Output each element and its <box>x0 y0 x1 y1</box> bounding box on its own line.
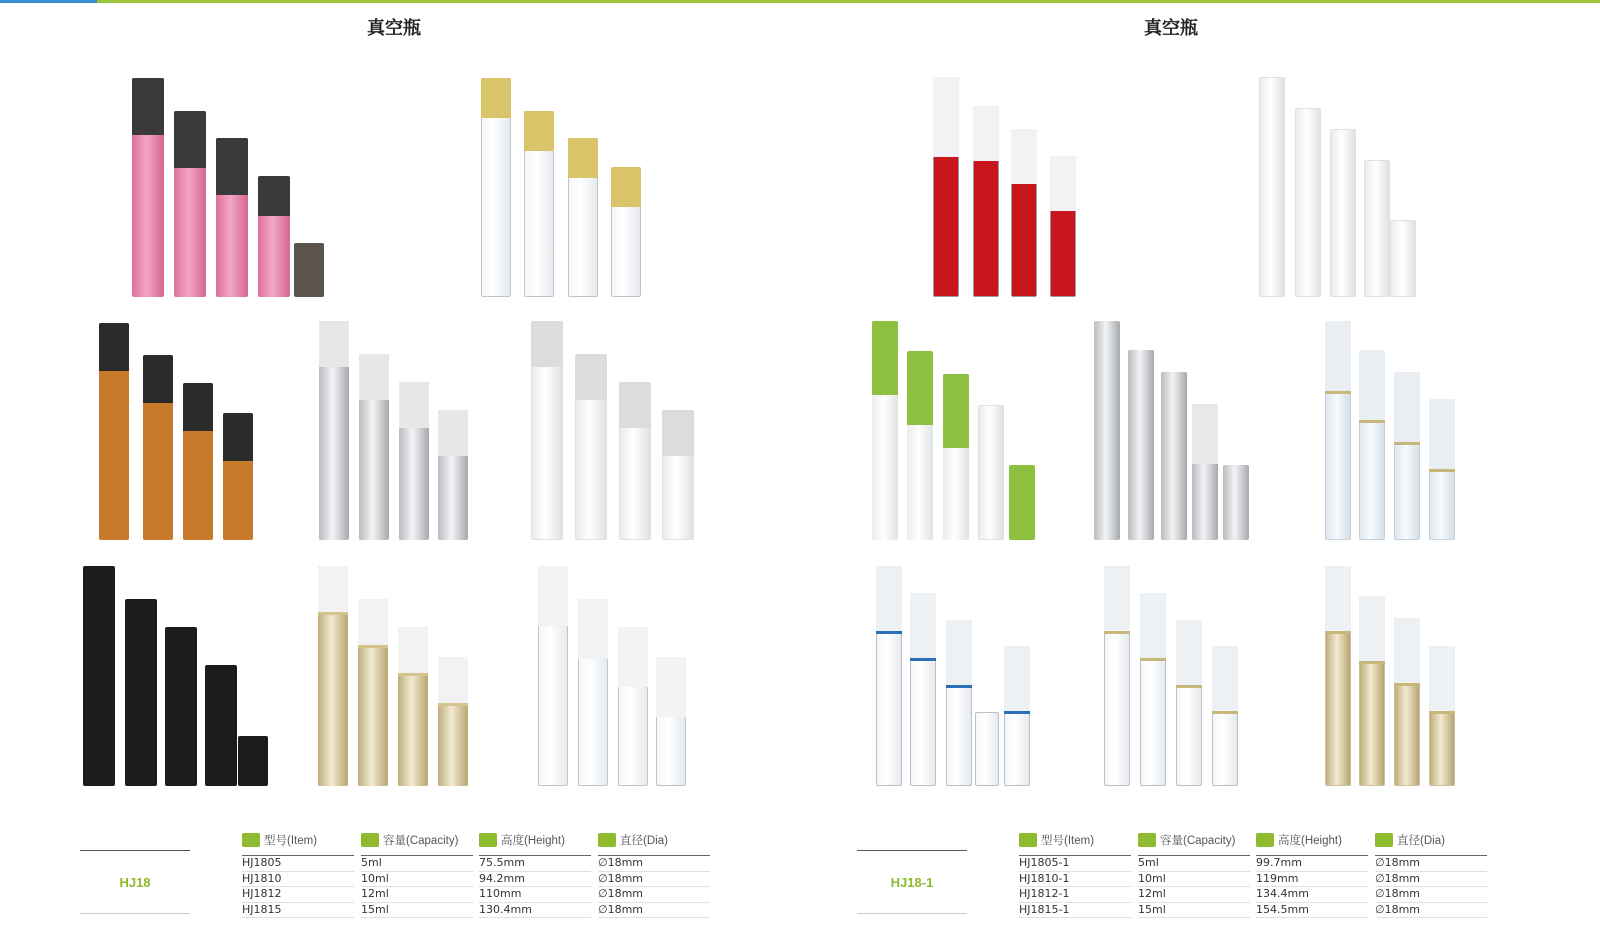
bottle-cap <box>1394 372 1420 442</box>
spec-col-height <box>479 830 591 918</box>
bottle-collar <box>876 631 902 634</box>
bottle-cap <box>132 78 164 135</box>
bottle-cap <box>876 566 902 631</box>
spec-col-dia <box>598 830 710 918</box>
bottle-collar <box>1359 420 1385 423</box>
bottle-cap <box>183 383 213 431</box>
bottle <box>83 566 115 786</box>
bottle-cap <box>611 167 641 207</box>
bottle <box>1295 108 1321 297</box>
cell-capacity: 12ml <box>1138 887 1250 903</box>
bottle <box>1259 77 1285 297</box>
cell-item: HJ1810-1 <box>1019 872 1131 888</box>
header-dia: 直径(Dia) <box>1397 835 1445 847</box>
bottle-cap <box>438 657 468 703</box>
tag-icon <box>242 833 260 847</box>
bottle <box>1223 465 1249 540</box>
bottle-collar <box>1359 661 1385 664</box>
bottle-collar <box>1429 711 1455 714</box>
page-title-right: 真空瓶 <box>1144 18 1198 39</box>
cell-dia: ∅18mm <box>598 872 710 888</box>
header-height: 高度(Height) <box>501 835 565 847</box>
bottle <box>238 736 268 786</box>
bottle-cap <box>359 354 389 400</box>
cell-item: HJ1815-1 <box>1019 903 1131 919</box>
cell-dia: ∅18mm <box>1375 903 1487 919</box>
cell-dia: ∅18mm <box>598 887 710 903</box>
bottle-cap <box>946 620 972 685</box>
bottle-cap <box>943 374 969 448</box>
height-icon <box>1256 833 1274 847</box>
cell-height: 119mm <box>1256 872 1368 888</box>
bottle-cap <box>223 413 253 461</box>
diameter-icon <box>1375 833 1393 847</box>
bottle-cap <box>1325 321 1351 391</box>
top-accent-bar <box>0 0 1600 3</box>
cell-item: HJ1805-1 <box>1019 856 1131 872</box>
bottle <box>975 712 999 786</box>
series-code-left: HJ18 <box>80 850 190 914</box>
bottle-collar <box>1394 683 1420 686</box>
bottle-cap <box>568 138 598 178</box>
bottle-collar <box>1004 711 1030 714</box>
bottle-cap <box>531 321 563 367</box>
cell-height: 154.5mm <box>1256 903 1368 919</box>
bottle-cap <box>318 566 348 612</box>
spec-col-capacity <box>1138 830 1250 918</box>
bottle-cap <box>1192 404 1218 464</box>
cell-item: HJ1815 <box>242 903 354 919</box>
bottle-collar <box>1176 685 1202 688</box>
cell-item: HJ1805 <box>242 856 354 872</box>
bottle-cap <box>619 382 651 428</box>
bottle-cap <box>99 323 129 371</box>
bottle-cap <box>216 138 248 195</box>
header-height: 高度(Height) <box>1278 835 1342 847</box>
bottle <box>1128 350 1154 540</box>
bottle-cap <box>524 111 554 151</box>
bottle-cap <box>578 599 608 659</box>
bottle <box>1094 321 1120 540</box>
bottle-cap <box>618 627 648 687</box>
bottle-cap <box>907 351 933 425</box>
bottle-cap <box>910 593 936 658</box>
bottle-collar <box>1429 469 1455 472</box>
spec-col-item <box>242 830 354 918</box>
header-capacity: 容量(Capacity) <box>383 835 459 847</box>
bottle-collar <box>946 685 972 688</box>
cell-height: 75.5mm <box>479 856 591 872</box>
bottle-cap <box>538 566 568 626</box>
diameter-icon <box>598 833 616 847</box>
bottle <box>125 599 157 786</box>
spec-col-capacity <box>361 830 473 918</box>
height-icon <box>479 833 497 847</box>
bottle <box>1330 129 1356 297</box>
bottle-cap <box>1140 593 1166 658</box>
bottle <box>1161 372 1187 540</box>
header-dia: 直径(Dia) <box>620 835 668 847</box>
bottle-cap <box>1176 620 1202 685</box>
bottle <box>294 243 324 297</box>
cell-dia: ∅18mm <box>1375 872 1487 888</box>
cell-height: 110mm <box>479 887 591 903</box>
bottle-cap <box>933 77 959 157</box>
bottle-cap <box>1011 129 1037 184</box>
bottle <box>1009 465 1035 540</box>
capacity-icon <box>1138 833 1156 847</box>
bottle-cap <box>1004 646 1030 711</box>
cell-height: 99.7mm <box>1256 856 1368 872</box>
bottle-cap <box>973 106 999 161</box>
bottle-collar <box>910 658 936 661</box>
bottle <box>165 627 197 786</box>
cell-capacity: 10ml <box>361 872 473 888</box>
bottle <box>1364 160 1390 297</box>
bottle-collar <box>1104 631 1130 634</box>
bottle-cap <box>1104 566 1130 631</box>
bottle-cap <box>1429 646 1455 711</box>
cell-capacity: 15ml <box>1138 903 1250 919</box>
bottle-cap <box>399 382 429 428</box>
bottle-cap <box>398 627 428 673</box>
bottle-collar <box>318 612 348 615</box>
bottle-cap <box>575 354 607 400</box>
cell-dia: ∅18mm <box>1375 856 1487 872</box>
bottle-collar <box>1212 711 1238 714</box>
capacity-icon <box>361 833 379 847</box>
bottle-collar <box>398 673 428 676</box>
bottle-cap <box>1394 618 1420 683</box>
bottle-cap <box>872 321 898 395</box>
bottle-cap <box>656 657 686 717</box>
header-item: 型号(Item) <box>264 835 318 847</box>
bottle-cap <box>662 410 694 456</box>
cell-dia: ∅18mm <box>1375 887 1487 903</box>
bottle-collar <box>1140 658 1166 661</box>
cell-capacity: 5ml <box>1138 856 1250 872</box>
cell-item: HJ1810 <box>242 872 354 888</box>
bottle-cap <box>358 599 388 645</box>
spec-col-item <box>1019 830 1131 918</box>
bottle-cap <box>481 78 511 118</box>
bottle-cap <box>1212 646 1238 711</box>
page-title-left: 真空瓶 <box>367 18 421 39</box>
bottle-cap <box>1325 566 1351 631</box>
bottle-cap <box>1050 156 1076 211</box>
bottle <box>978 405 1004 540</box>
spec-col-height <box>1256 830 1368 918</box>
cell-item: HJ1812-1 <box>1019 887 1131 903</box>
bottle-cap <box>258 176 290 216</box>
bottle-cap <box>174 111 206 168</box>
cell-capacity: 10ml <box>1138 872 1250 888</box>
bottle-collar <box>1325 391 1351 394</box>
cell-dia: ∅18mm <box>598 856 710 872</box>
bottle <box>205 665 237 786</box>
bottle-cap <box>1429 399 1455 469</box>
cell-height: 94.2mm <box>479 872 591 888</box>
cell-dia: ∅18mm <box>598 903 710 919</box>
cell-capacity: 5ml <box>361 856 473 872</box>
cell-capacity: 12ml <box>361 887 473 903</box>
bottle-collar <box>358 645 388 648</box>
cell-height: 134.4mm <box>1256 887 1368 903</box>
cell-capacity: 15ml <box>361 903 473 919</box>
bottle-collar <box>1325 631 1351 634</box>
header-item: 型号(Item) <box>1041 835 1095 847</box>
tag-icon <box>1019 833 1037 847</box>
bottle-cap <box>438 410 468 456</box>
bottle <box>1390 220 1416 297</box>
cell-item: HJ1812 <box>242 887 354 903</box>
cell-height: 130.4mm <box>479 903 591 919</box>
series-code-right: HJ18-1 <box>857 850 967 914</box>
bottle-cap <box>319 321 349 367</box>
spec-col-dia <box>1375 830 1487 918</box>
top-accent-blue <box>0 0 97 3</box>
bottle-collar <box>438 703 468 706</box>
bottle-collar <box>1394 442 1420 445</box>
bottle-cap <box>1359 350 1385 420</box>
bottle-cap <box>1359 596 1385 661</box>
header-capacity: 容量(Capacity) <box>1160 835 1236 847</box>
bottle-cap <box>143 355 173 403</box>
